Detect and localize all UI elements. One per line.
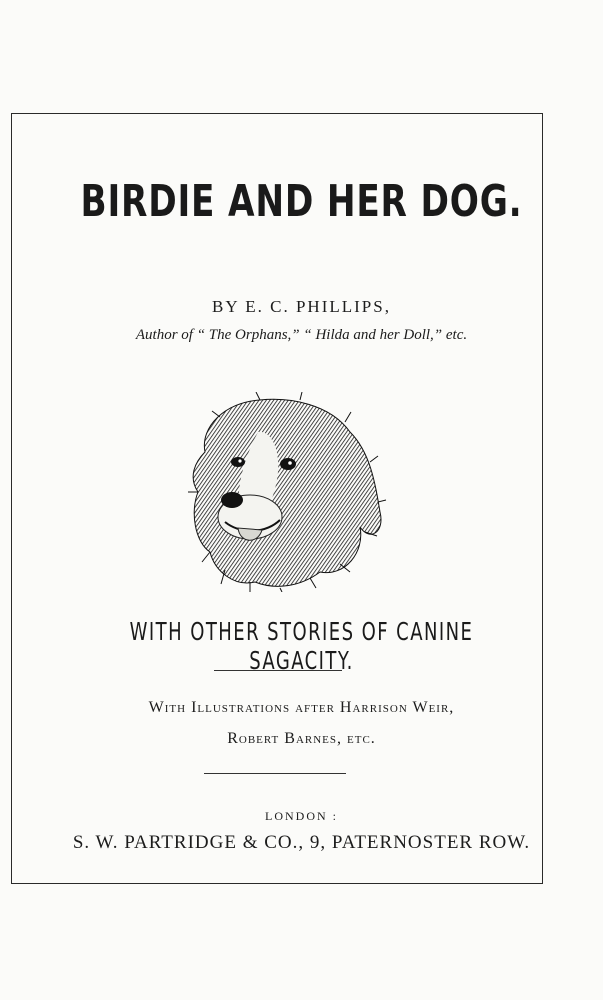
illustrations-credit-line-1: With Illustrations after Harrison Weir, xyxy=(148,699,455,716)
divider-rule xyxy=(204,773,346,774)
dog-head-engraving-icon xyxy=(180,392,390,592)
divider-rule xyxy=(214,670,342,671)
illustrations-credit-line-2: Robert Barnes, etc. xyxy=(227,730,376,747)
book-title: BIRDIE AND HER DOG. xyxy=(80,176,523,227)
author-credits: Author of “ The Orphans,” “ Hilda and her Doll,” etc. xyxy=(135,327,468,343)
byline: BY E. C. PHILLIPS, xyxy=(212,297,391,316)
place-of-publication: LONDON : xyxy=(265,809,338,823)
subtitle: WITH OTHER STORIES OF CANINE SAGACITY. xyxy=(129,617,474,675)
publisher-imprint: S. W. PARTRIDGE & CO., 9, PATERNOSTER ROW. xyxy=(72,832,531,853)
